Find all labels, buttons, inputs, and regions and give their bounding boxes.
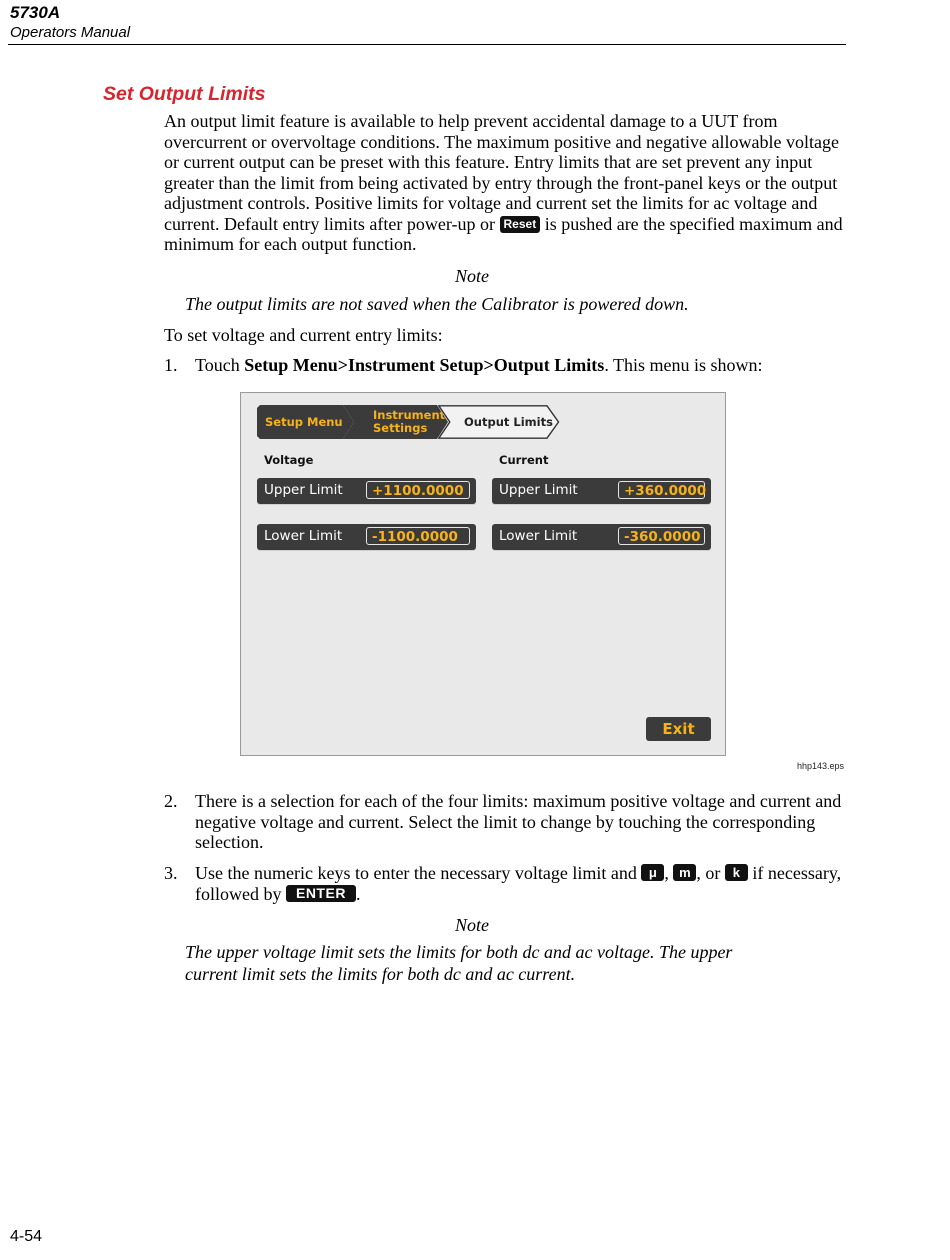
current-upper-limit-label: Upper Limit (499, 482, 578, 498)
intro-text-2: is pushed are the specified maximum and minimum for each output function. (164, 213, 843, 254)
micro-key: μ (641, 864, 664, 881)
voltage-lower-limit-value: -1100.0000 (366, 527, 470, 545)
voltage-label: Voltage (264, 453, 314, 467)
current-lower-limit-value: -360.0000 (618, 527, 705, 545)
step-2-text: There is a selection for each of the four limits: maximum positive voltage and current and negative voltage and current. Select the limit to change by touching the corresponding selection. (195, 791, 842, 852)
page-number: 4-54 (10, 1228, 43, 1245)
header-rule (8, 44, 846, 45)
current-lower-limit-button[interactable] (492, 524, 711, 550)
step-1 (164, 355, 846, 376)
current-upper-limit-value: +360.0000 (618, 481, 705, 499)
crumb-output-limits[interactable] (438, 405, 560, 439)
exit-button[interactable]: Exit (646, 717, 711, 741)
step-1-text (195, 355, 846, 376)
voltage-lower-limit-label: Lower Limit (264, 528, 343, 544)
voltage-upper-limit-label: Upper Limit (264, 482, 343, 498)
step-3-text: Use the numeric keys to enter the necessary voltage limit and μ , m , or k if necessary, followed by ENTER . (195, 863, 842, 904)
step-1-number: 1. (164, 355, 178, 375)
voltage-upper-limit-value: +1100.0000 (366, 481, 470, 499)
crumb-instrument-settings[interactable] (343, 405, 449, 439)
step-1-menu-path: Setup Menu>Instrument Setup>Output Limits (244, 355, 605, 375)
note-2-heading: Note (455, 915, 489, 935)
note-2-body: The upper voltage limit sets the limits for both dc and ac voltage. The upper current limit sets the limits for both dc and ac current. (185, 942, 733, 984)
step-3 (164, 863, 846, 904)
crumb-output-limits-label: Output Limits (464, 414, 553, 429)
current-lower-limit-label: Lower Limit (499, 528, 578, 544)
intro-paragraph (164, 111, 846, 255)
step-2-number: 2. (164, 791, 178, 811)
step-3-number: 3. (164, 863, 178, 883)
section-title: Set Output Limits (103, 83, 266, 105)
current-label: Current (499, 453, 549, 467)
voltage-lower-limit-button[interactable] (257, 524, 476, 550)
crumb-setup-menu[interactable] (257, 405, 355, 439)
intro-text-1: An output limit feature is available to help prevent accidental damage to a UUT from overcurrent or overvoltage conditions. The maximum positive and negative allowable voltage or current output can be preset with this feature. Entry limits that are set prevent any input greater than the limit from being activated by entry through the front-panel keys or the output adjustment controls. Positive limits for voltage and current set the limits for ac voltage and current. Default entry limits after power-up or (164, 111, 839, 234)
step-1-pre: Touch (195, 355, 240, 375)
figure-id: hhp143.eps (797, 761, 845, 771)
current-upper-limit-button[interactable] (492, 478, 711, 504)
header-manual-title: Operators Manual (10, 24, 131, 41)
milli-key: m (673, 864, 696, 881)
header-model: 5730A (10, 3, 61, 22)
output-limits-screen (240, 392, 726, 756)
voltage-upper-limit-button[interactable] (257, 478, 476, 504)
step-1-post: . This menu is shown: (604, 355, 763, 375)
crumb-instrument-settings-label: Instrument Settings (373, 408, 446, 435)
kilo-key: k (725, 864, 748, 881)
note-heading: Note (455, 266, 489, 286)
enter-key: ENTER (286, 885, 356, 902)
note-body: The output limits are not saved when the Calibrator is powered down. (185, 294, 689, 314)
lead-in-text: To set voltage and current entry limits: (164, 325, 443, 345)
reset-key: Reset (500, 216, 541, 233)
crumb-setup-menu-label: Setup Menu (265, 414, 343, 429)
step-2 (164, 791, 846, 853)
